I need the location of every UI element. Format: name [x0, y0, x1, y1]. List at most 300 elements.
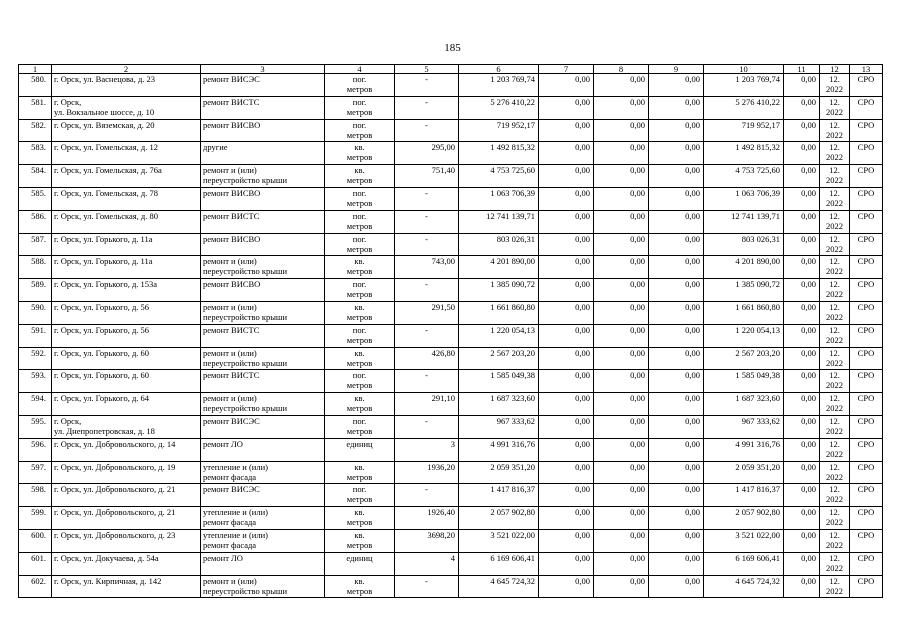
local-budget-cell: 0,00: [649, 324, 704, 347]
total-cost-cell: 1 220 054,13: [459, 324, 539, 347]
column-header: 5: [395, 65, 459, 74]
cell-line: метров: [346, 197, 373, 208]
work-type-cell: [201, 279, 325, 302]
work-type-cell: [201, 438, 325, 461]
work-type-cell: [201, 393, 325, 416]
budget-cost-cell: 0,00: [594, 233, 649, 256]
row-number-cell: 590.: [19, 301, 52, 324]
unit-cell: [325, 484, 395, 507]
owner-funds-cell: 1 417 816,37: [704, 484, 784, 507]
cell-line: 2022: [826, 152, 843, 163]
column-header: 10: [704, 65, 784, 74]
cell-line: ремонт и (или): [203, 575, 257, 586]
local-budget-cell: 0,00: [649, 96, 704, 119]
work-type-cell: [201, 74, 325, 97]
fund-cost-cell: 0,00: [539, 552, 594, 575]
cell-line: ремонт ВИСТС: [203, 370, 260, 381]
cell-line: ремонт ВИСЭС: [203, 74, 260, 84]
local-budget-cell: 0,00: [649, 256, 704, 279]
total-cost-cell: 2 567 203,20: [459, 347, 539, 370]
cell-line: переустройство крыши: [203, 403, 288, 414]
cell-line: ремонт и (или): [203, 301, 257, 312]
cell-line: метров: [346, 152, 373, 163]
method-cell: СРО: [850, 461, 883, 484]
completion-date-cell: [820, 256, 850, 279]
cell-line: ремонт ВИСВО: [203, 119, 261, 130]
other-funds-cell: 0,00: [784, 256, 820, 279]
completion-date-cell: [820, 415, 850, 438]
cell-line: пог.: [352, 370, 367, 381]
column-header: 2: [52, 65, 201, 74]
table-row: [19, 233, 883, 256]
cell-line: ремонт и (или): [203, 165, 257, 176]
unit-cell: [325, 279, 395, 302]
column-header: 3: [201, 65, 325, 74]
fund-cost-cell: 0,00: [539, 461, 594, 484]
table-row: [19, 415, 883, 438]
address-cell: [52, 74, 201, 97]
total-cost-cell: 1 492 815,32: [459, 142, 539, 165]
total-cost-cell: 4 991 316,76: [459, 438, 539, 461]
volume-cell: -: [395, 370, 459, 393]
cell-line: кв.: [354, 393, 365, 404]
table-row: [19, 301, 883, 324]
cell-line: кв.: [354, 347, 365, 358]
cell-line: г. Орск,: [54, 415, 82, 426]
cell-line: 2022: [826, 129, 843, 140]
owner-funds-cell: 1 492 815,32: [704, 142, 784, 165]
cell-line: 2022: [826, 266, 843, 277]
cell-line: утепление и (или): [203, 461, 268, 472]
cell-line: г. Орск, ул. Гомельская, д. 78: [54, 187, 158, 198]
cell-line: 12.: [829, 324, 840, 335]
other-funds-cell: 0,00: [784, 415, 820, 438]
method-cell: СРО: [850, 529, 883, 552]
method-cell: СРО: [850, 393, 883, 416]
budget-cost-cell: 0,00: [594, 347, 649, 370]
fund-cost-cell: 0,00: [539, 187, 594, 210]
volume-cell: -: [395, 575, 459, 598]
cell-line: кв.: [354, 507, 365, 518]
unit-cell: [325, 507, 395, 530]
table-row: [19, 529, 883, 552]
total-cost-cell: 719 952,17: [459, 119, 539, 142]
total-cost-cell: 1 063 706,39: [459, 187, 539, 210]
cell-line: ремонт ЛО: [203, 552, 243, 563]
row-number-cell: 584.: [19, 165, 52, 188]
cell-line: ремонт фасада: [203, 517, 257, 528]
owner-funds-cell: 1 220 054,13: [704, 324, 784, 347]
address-cell: [52, 119, 201, 142]
unit-cell: [325, 165, 395, 188]
method-cell: СРО: [850, 415, 883, 438]
cell-line: 12.: [829, 461, 840, 472]
owner-funds-cell: 12 741 139,71: [704, 210, 784, 233]
cell-line: пог.: [352, 96, 367, 107]
unit-cell: [325, 552, 395, 575]
address-cell: [52, 575, 201, 598]
work-type-cell: [201, 507, 325, 530]
unit-cell: [325, 438, 395, 461]
cell-line: г. Орск, ул. Добровольского, д. 21: [54, 484, 176, 495]
local-budget-cell: 0,00: [649, 233, 704, 256]
cell-line: метров: [346, 357, 373, 368]
budget-cost-cell: 0,00: [594, 96, 649, 119]
cell-line: ремонт ВИСТС: [203, 96, 260, 107]
cell-line: г. Орск, ул. Горького, д. 56: [54, 301, 150, 312]
owner-funds-cell: 6 169 606,41: [704, 552, 784, 575]
cell-line: г. Орск, ул. Докучаева, д. 54а: [54, 552, 159, 563]
unit-cell: [325, 233, 395, 256]
local-budget-cell: 0,00: [649, 461, 704, 484]
total-cost-cell: 3 521 022,00: [459, 529, 539, 552]
row-number-cell: 593.: [19, 370, 52, 393]
owner-funds-cell: 5 276 410,22: [704, 96, 784, 119]
cell-line: 2022: [826, 311, 843, 322]
cell-line: метров: [346, 517, 373, 528]
budget-cost-cell: 0,00: [594, 256, 649, 279]
address-cell: [52, 233, 201, 256]
cell-line: метров: [346, 129, 373, 140]
budget-cost-cell: 0,00: [594, 187, 649, 210]
row-number-cell: 582.: [19, 119, 52, 142]
address-cell: [52, 438, 201, 461]
budget-cost-cell: 0,00: [594, 461, 649, 484]
cell-line: 2022: [826, 585, 843, 596]
cell-line: кв.: [354, 256, 365, 267]
total-cost-cell: 1 417 816,37: [459, 484, 539, 507]
method-cell: СРО: [850, 370, 883, 393]
completion-date-cell: [820, 279, 850, 302]
cell-line: 12.: [829, 256, 840, 267]
volume-cell: 295,00: [395, 142, 459, 165]
cell-line: 12.: [829, 119, 840, 130]
row-number-cell: 600.: [19, 529, 52, 552]
completion-date-cell: [820, 393, 850, 416]
address-cell: [52, 279, 201, 302]
work-type-cell: [201, 347, 325, 370]
owner-funds-cell: 2 059 351,20: [704, 461, 784, 484]
cell-line: метров: [346, 539, 373, 550]
cell-line: ремонт ВИСВО: [203, 233, 261, 244]
cell-line: 12.: [829, 96, 840, 107]
cell-line: г. Орск, ул. Горького, д. 64: [54, 393, 150, 404]
volume-cell: -: [395, 415, 459, 438]
cell-line: г. Орск, ул. Кирпичная, д. 142: [54, 575, 162, 586]
method-cell: СРО: [850, 119, 883, 142]
cell-line: пог.: [352, 233, 367, 244]
work-type-cell: [201, 301, 325, 324]
cell-line: метров: [346, 334, 373, 345]
budget-cost-cell: 0,00: [594, 507, 649, 530]
cell-line: ул. Вокзальное шоссе, д. 10: [54, 106, 155, 117]
completion-date-cell: [820, 74, 850, 97]
fund-cost-cell: 0,00: [539, 165, 594, 188]
fund-cost-cell: 0,00: [539, 347, 594, 370]
budget-cost-cell: 0,00: [594, 438, 649, 461]
cell-line: 2022: [826, 448, 843, 459]
other-funds-cell: 0,00: [784, 438, 820, 461]
cell-line: 2022: [826, 175, 843, 186]
volume-cell: -: [395, 324, 459, 347]
local-budget-cell: 0,00: [649, 187, 704, 210]
column-header: 1: [19, 65, 52, 74]
cell-line: г. Орск, ул. Добровольского, д. 14: [54, 438, 176, 449]
unit-cell: [325, 461, 395, 484]
cell-line: 2022: [826, 403, 843, 414]
cell-line: 2022: [826, 106, 843, 117]
row-number-cell: 594.: [19, 393, 52, 416]
cell-line: 12.: [829, 279, 840, 290]
other-funds-cell: 0,00: [784, 165, 820, 188]
address-cell: [52, 301, 201, 324]
row-number-cell: 597.: [19, 461, 52, 484]
unit-cell: [325, 324, 395, 347]
other-funds-cell: 0,00: [784, 507, 820, 530]
total-cost-cell: 1 203 769,74: [459, 74, 539, 97]
cell-line: 2022: [826, 380, 843, 391]
method-cell: СРО: [850, 256, 883, 279]
budget-cost-cell: 0,00: [594, 279, 649, 302]
volume-cell: -: [395, 187, 459, 210]
unit-cell: [325, 347, 395, 370]
unit-cell: [325, 415, 395, 438]
cell-line: метров: [346, 266, 373, 277]
row-number-cell: 583.: [19, 142, 52, 165]
address-cell: [52, 507, 201, 530]
cell-line: 2022: [826, 197, 843, 208]
work-type-cell: [201, 187, 325, 210]
cell-line: кв.: [354, 165, 365, 176]
fund-cost-cell: 0,00: [539, 438, 594, 461]
budget-cost-cell: 0,00: [594, 529, 649, 552]
local-budget-cell: 0,00: [649, 210, 704, 233]
completion-date-cell: [820, 370, 850, 393]
owner-funds-cell: 1 585 049,38: [704, 370, 784, 393]
total-cost-cell: 4 201 890,00: [459, 256, 539, 279]
other-funds-cell: 0,00: [784, 187, 820, 210]
other-funds-cell: 0,00: [784, 575, 820, 598]
fund-cost-cell: 0,00: [539, 507, 594, 530]
table-row: [19, 210, 883, 233]
budget-cost-cell: 0,00: [594, 552, 649, 575]
unit-cell: [325, 210, 395, 233]
cell-line: 12.: [829, 301, 840, 312]
row-number-cell: 589.: [19, 279, 52, 302]
cell-line: метров: [346, 471, 373, 482]
owner-funds-cell: 803 026,31: [704, 233, 784, 256]
cell-line: 2022: [826, 425, 843, 436]
other-funds-cell: 0,00: [784, 552, 820, 575]
cell-line: г. Орск, ул. Гомельская, д. 12: [54, 142, 158, 153]
cell-line: метров: [346, 403, 373, 414]
cell-line: метров: [346, 243, 373, 254]
cell-line: г. Орск, ул. Вяземская, д. 20: [54, 119, 155, 130]
table-row: [19, 279, 883, 302]
column-header: 12: [820, 65, 850, 74]
cell-line: метров: [346, 175, 373, 186]
fund-cost-cell: 0,00: [539, 370, 594, 393]
budget-cost-cell: 0,00: [594, 393, 649, 416]
owner-funds-cell: 1 661 860,80: [704, 301, 784, 324]
work-type-cell: [201, 324, 325, 347]
cell-line: ремонт ВИСВО: [203, 279, 261, 290]
cell-line: метров: [346, 84, 373, 94]
address-cell: [52, 529, 201, 552]
cell-line: 12.: [829, 415, 840, 426]
owner-funds-cell: 4 753 725,60: [704, 165, 784, 188]
work-type-cell: [201, 552, 325, 575]
row-number-cell: 601.: [19, 552, 52, 575]
cell-line: пог.: [352, 187, 367, 198]
method-cell: СРО: [850, 347, 883, 370]
other-funds-cell: 0,00: [784, 279, 820, 302]
address-cell: [52, 256, 201, 279]
other-funds-cell: 0,00: [784, 74, 820, 97]
work-type-cell: [201, 142, 325, 165]
cell-line: пог.: [352, 210, 367, 221]
unit-cell: [325, 575, 395, 598]
fund-cost-cell: 0,00: [539, 142, 594, 165]
work-type-cell: [201, 119, 325, 142]
cell-line: кв.: [354, 461, 365, 472]
cell-line: г. Орск, ул. Горького, д. 56: [54, 324, 150, 335]
local-budget-cell: 0,00: [649, 142, 704, 165]
cell-line: 12.: [829, 575, 840, 586]
owner-funds-cell: 1 385 090,72: [704, 279, 784, 302]
column-header: 9: [649, 65, 704, 74]
row-number-cell: 585.: [19, 187, 52, 210]
fund-cost-cell: 0,00: [539, 233, 594, 256]
cell-line: г. Орск, ул. Гомельская, д. 76а: [54, 165, 162, 176]
volume-cell: -: [395, 74, 459, 97]
owner-funds-cell: 967 333,62: [704, 415, 784, 438]
local-budget-cell: 0,00: [649, 301, 704, 324]
table-row: [19, 393, 883, 416]
cell-line: ремонт фасада: [203, 471, 257, 482]
cell-line: метров: [346, 494, 373, 505]
completion-date-cell: [820, 461, 850, 484]
cell-line: г. Орск, ул. Горького, д. 60: [54, 370, 150, 381]
other-funds-cell: 0,00: [784, 347, 820, 370]
fund-cost-cell: 0,00: [539, 301, 594, 324]
unit-cell: [325, 256, 395, 279]
budget-cost-cell: 0,00: [594, 142, 649, 165]
work-type-cell: [201, 529, 325, 552]
cell-line: г. Орск,: [54, 96, 82, 107]
table-row: [19, 74, 883, 97]
row-number-cell: 598.: [19, 484, 52, 507]
row-number-cell: 602.: [19, 575, 52, 598]
completion-date-cell: [820, 484, 850, 507]
completion-date-cell: [820, 119, 850, 142]
volume-cell: 1936,20: [395, 461, 459, 484]
budget-cost-cell: 0,00: [594, 119, 649, 142]
table-row: [19, 96, 883, 119]
fund-cost-cell: 0,00: [539, 393, 594, 416]
fund-cost-cell: 0,00: [539, 210, 594, 233]
repair-schedule-table: [18, 64, 883, 598]
row-number-cell: 591.: [19, 324, 52, 347]
cell-line: единиц: [346, 438, 373, 449]
unit-cell: [325, 74, 395, 97]
cell-line: утепление и (или): [203, 529, 268, 540]
table-row: [19, 461, 883, 484]
cell-line: 12.: [829, 210, 840, 221]
column-header: 4: [325, 65, 395, 74]
cell-line: пог.: [352, 324, 367, 335]
cell-line: 2022: [826, 562, 843, 573]
volume-cell: 751,40: [395, 165, 459, 188]
cell-line: г. Орск, ул. Васнецова, д. 23: [54, 74, 156, 84]
total-cost-cell: 2 059 351,20: [459, 461, 539, 484]
row-number-cell: 587.: [19, 233, 52, 256]
volume-cell: -: [395, 96, 459, 119]
local-budget-cell: 0,00: [649, 279, 704, 302]
local-budget-cell: 0,00: [649, 393, 704, 416]
table-row: [19, 552, 883, 575]
column-header: 6: [459, 65, 539, 74]
fund-cost-cell: 0,00: [539, 279, 594, 302]
address-cell: [52, 552, 201, 575]
cell-line: ремонт ВИСЭС: [203, 484, 260, 495]
completion-date-cell: [820, 324, 850, 347]
fund-cost-cell: 0,00: [539, 74, 594, 97]
other-funds-cell: 0,00: [784, 461, 820, 484]
row-number-cell: 599.: [19, 507, 52, 530]
completion-date-cell: [820, 233, 850, 256]
volume-cell: 1926,40: [395, 507, 459, 530]
completion-date-cell: [820, 507, 850, 530]
unit-cell: [325, 187, 395, 210]
cell-line: 12.: [829, 233, 840, 244]
cell-line: пог.: [352, 415, 367, 426]
row-number-cell: 588.: [19, 256, 52, 279]
cell-line: 12.: [829, 393, 840, 404]
cell-line: ремонт ВИСВО: [203, 187, 261, 198]
local-budget-cell: 0,00: [649, 415, 704, 438]
completion-date-cell: [820, 438, 850, 461]
completion-date-cell: [820, 347, 850, 370]
address-cell: [52, 415, 201, 438]
cell-line: утепление и (или): [203, 507, 268, 518]
owner-funds-cell: 1 063 706,39: [704, 187, 784, 210]
local-budget-cell: 0,00: [649, 438, 704, 461]
row-number-cell: 595.: [19, 415, 52, 438]
other-funds-cell: 0,00: [784, 484, 820, 507]
cell-line: 12.: [829, 74, 840, 84]
address-cell: [52, 96, 201, 119]
total-cost-cell: 967 333,62: [459, 415, 539, 438]
cell-line: г. Орск, ул. Горького, д. 153а: [54, 279, 158, 290]
volume-cell: 3: [395, 438, 459, 461]
budget-cost-cell: 0,00: [594, 415, 649, 438]
budget-cost-cell: 0,00: [594, 301, 649, 324]
row-number-cell: 592.: [19, 347, 52, 370]
owner-funds-cell: 1 203 769,74: [704, 74, 784, 97]
fund-cost-cell: 0,00: [539, 529, 594, 552]
work-type-cell: [201, 484, 325, 507]
work-type-cell: [201, 256, 325, 279]
cell-line: метров: [346, 585, 373, 596]
owner-funds-cell: 2 567 203,20: [704, 347, 784, 370]
cell-line: 12.: [829, 552, 840, 563]
cell-line: метров: [346, 311, 373, 322]
other-funds-cell: 0,00: [784, 370, 820, 393]
cell-line: 2022: [826, 357, 843, 368]
total-cost-cell: 4 753 725,60: [459, 165, 539, 188]
work-type-cell: [201, 233, 325, 256]
